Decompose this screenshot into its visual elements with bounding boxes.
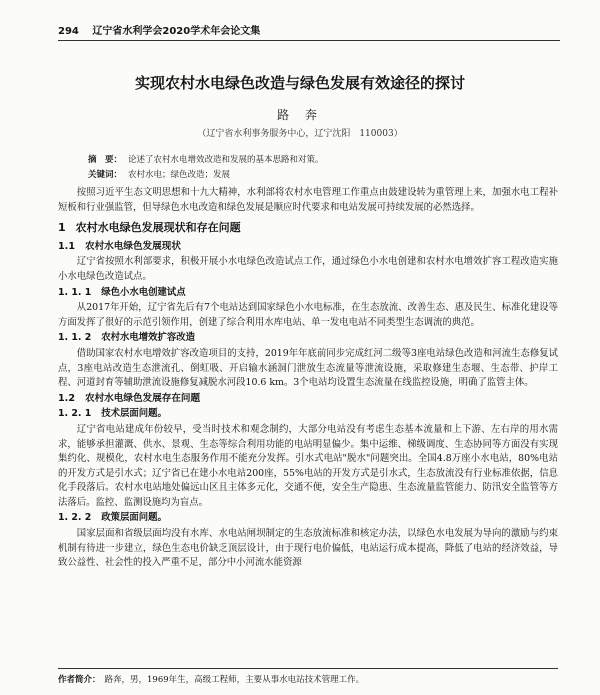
paragraph: 国家层面和省级层面均没有水库、水电站闸坝制定的生态放流标准和核定办法，以绿色水电发展为导向的激励与约束机制有待进一步建立，绿色生态电价缺乏顶层设计，由于现行电价偏低，电站运行成本提高，降低了电站的经济效益，导致公益性、社会性的投入严重不足，部分中小河流水能资源 (58, 528, 558, 569)
body-text (58, 186, 558, 571)
subsection-heading: 1.2 农村水电绿色发展存在问题 (58, 392, 201, 404)
intro-paragraph: 按照习近平生态文明思想和十九大精神，水利部将农村水电管理工作重点由鼓建设转为重管理上来，加强水电工程补短板和行业强监管，但导绿色水电改造和绿色发展是顺应时代要求和电站发展可持续发展的必然选择。 (58, 187, 558, 213)
author: 路 奔 (277, 108, 323, 122)
subsubsection-heading: 1. 1. 2 农村水电增效扩容改造 (58, 332, 195, 344)
affiliation: （辽宁省水利事务服务中心，辽宁沈阳 110003） (197, 129, 403, 139)
abstract-label: 摘 要： (88, 155, 123, 165)
footnote-text: 路奔，男，1969年生，高级工程师，主要从事水电站技术管理工作。 (104, 675, 365, 685)
abstract (88, 153, 548, 165)
section-heading: 1 农村水电绿色发展现状和存在问题 (58, 221, 241, 235)
abstract-text: 论述了农村水电增效改造和发展的基本思路和对策。 (128, 155, 324, 165)
keywords (88, 168, 548, 180)
subsubsection-heading: 1. 2. 1 技术层面问题。 (58, 408, 167, 420)
subsubsection-heading: 1. 1. 1 绿色小水电创建试点 (58, 286, 186, 298)
paragraph: 从2017年开始，辽宁省先后有7个电站达到国家绿色小水电标准，在生态放流、改善生态、惠及民生、标准化建设等方面发挥了很好的示范引领作用，创建了综合利用水库电站、单一发电电站不同类型生态调流的典范。 (58, 302, 558, 328)
subsubsection-heading: 1. 2. 2 政策层面问题。 (58, 512, 167, 524)
paper-title: 实现农村水电绿色改造与绿色发展有效途径的探讨 (134, 74, 465, 92)
keywords-text: 农村水电；绿色改造；发展 (128, 170, 231, 180)
paragraph: 辽宁省按照水利部要求，积极开展小水电绿色改造试点工作，通过绿色小水电创建和农村水电增效扩容工程改造实施小水电绿色改造试点。 (58, 256, 558, 282)
keywords-label: 关键词： (88, 170, 123, 180)
paragraph: 借助国家农村水电增效扩容改造项目的支持，2019年年底前同步完成红河二级等3座电站绿色改造和河流生态修复试点，3座电站改造生态泄流孔、倒虹吸、开启输水涵洞门泄放生态流量等泄流设施，采取修建生态堰、生态带、护岸工程、河道封育等辅助泄流设施修复减脱水河段10.6 km。3个电站均设置生态流量在线监控设施，明确了监管主体。 (58, 347, 558, 389)
footnote-label: 作者简介： (58, 675, 101, 685)
author-footnote (58, 668, 558, 685)
journal-name: 辽宁省水利学会2020学术年会论文集 (92, 26, 261, 37)
running-header (58, 22, 560, 41)
page-number: 294 (58, 26, 79, 37)
paragraph: 辽宁省电站建成年份较早，受当时技术和观念制约，大部分电站没有考虑生态基本流量和上下游、左右岸的用水需求，能够承担灌溉、供水、景观、生态等综合利用功能的电站明显偏少。集中运维、梯级调度、生态协同等方面没有实现集约化、规模化，农村水电生态服务作用不能充分发挥。引水式电站"脱水"问题突出。全国4.8万座小水电站，80%电站的开发方式是引水式；辽宁省已在建小水电站200座，55%电站的开发方式是引水式，生态放流没有行业标准依据，信息化手段落后。农村水电站地处偏远山区且主体多元化，交通不便，安全生产隐患、生态流量监管能力、防汛安全监管等方法落后。监控、监测设施均为盲点。 (58, 423, 558, 508)
subsection-heading: 1.1 农村水电绿色发展现状 (58, 240, 181, 252)
